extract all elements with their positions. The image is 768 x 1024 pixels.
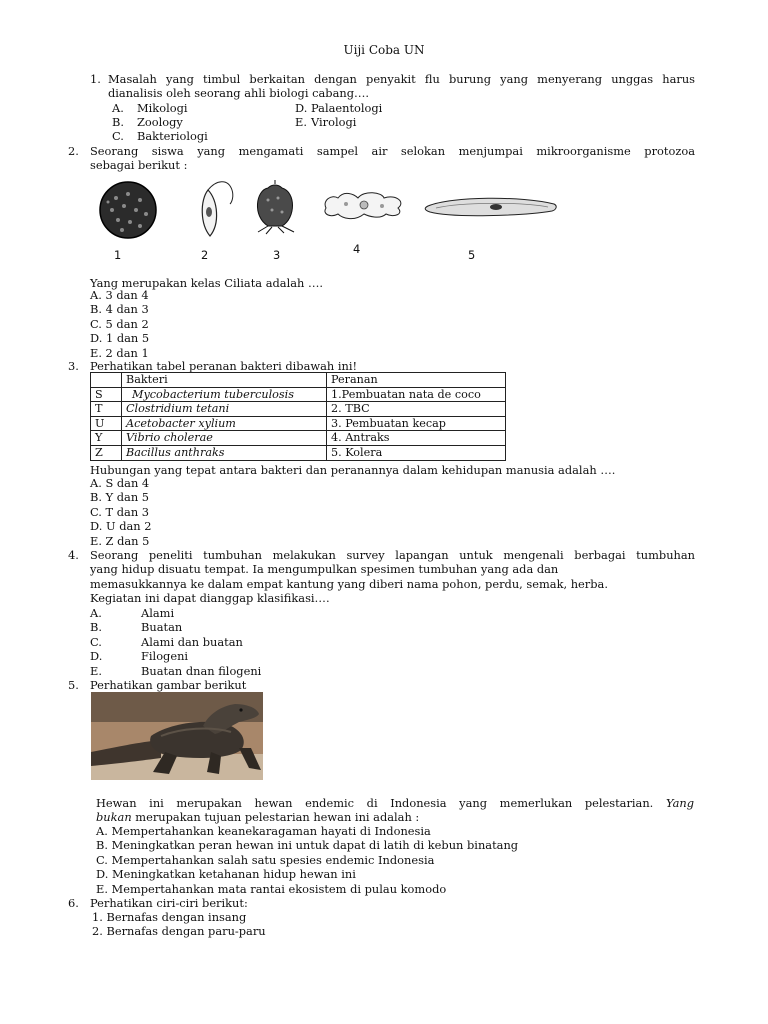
table-row: [91, 445, 506, 460]
q5-option-c: C. Mempertahankan salah satu spesies endemic Indonesia: [96, 852, 435, 867]
q1-text-line2: dianalisis oleh seorang ahli biologi cabang….: [108, 86, 369, 100]
q4-text-line3: memasukkannya ke dalam empat kantung yang diberi nama pohon, perdu, semak, herba.: [90, 576, 608, 591]
table-cell-role: 4. Antraks: [327, 431, 506, 446]
q1-option-b: Zoology: [137, 115, 183, 129]
q4-option-d: Filogeni: [141, 649, 189, 664]
q1-option-c: Bakteriologi: [137, 129, 208, 143]
table-cell-bacteria: Mycobacterium tuberculosis: [122, 387, 327, 402]
q2-text-line2: sebagai berikut :: [90, 158, 188, 172]
table-cell-role: 1.Pembuatan nata de coco: [327, 387, 506, 402]
table-header-row: [91, 373, 506, 388]
figure-label-4: 4: [353, 242, 361, 256]
table-cell-role: 3. Pembuatan kecap: [327, 416, 506, 431]
q2-number: 2.: [68, 144, 79, 158]
q6-item-2: 2. Bernafas dengan paru-paru: [92, 924, 266, 939]
q4-text-line1: Seorang peneliti tumbuhan melakukan survey lapangan untuk mengenali berbagai tumbuhan: [90, 548, 695, 562]
q1-option-e-key: E.: [295, 115, 307, 129]
figure-label-3: 3: [273, 248, 281, 262]
q2-option-c: C. 5 dan 2: [90, 316, 149, 331]
q1-option-a-key: A.: [112, 101, 124, 115]
table-cell-role: 5. Kolera: [327, 445, 506, 460]
protozoa-2-image: [202, 182, 233, 236]
q4-option-c: Alami dan buatan: [141, 634, 243, 649]
table-cell-code: S: [91, 387, 122, 402]
q2-options: [90, 288, 149, 360]
q4-option-a-key: A.: [90, 606, 102, 620]
figure-label-1: 1: [114, 248, 122, 262]
q2-option-d: D. 1 dan 5: [90, 331, 150, 346]
table-cell-bacteria: Vibrio cholerae: [122, 431, 327, 446]
q3-option-d: D. U dan 2: [90, 519, 152, 534]
q3-intro: Perhatikan tabel peranan bakteri dibawah ini!: [90, 359, 358, 373]
q3-question: Hubungan yang tepat antara bakteri dan peranannya dalam kehidupan manusia adalah ….: [90, 463, 616, 477]
q2-text-line1: Seorang siswa yang mengamati sampel air selokan menjumpai mikroorganisme protozoa: [90, 144, 695, 158]
q4-option-keys: [90, 606, 102, 678]
table-row: [91, 416, 506, 431]
table-header-cell: [91, 373, 122, 388]
q2-option-a: A. 3 dan 4: [90, 288, 149, 302]
q1-option-b-key: B.: [112, 115, 124, 129]
q3-options: [90, 476, 151, 548]
q6-intro: Perhatikan ciri-ciri berikut:: [90, 896, 248, 910]
protozoa-5-image: [425, 198, 556, 215]
q4-text-line2: yang hidup disuatu tempat. Ia mengumpulkan spesimen tumbuhan yang ada dan: [90, 562, 559, 577]
q1-option-d: Palaentologi: [311, 101, 383, 115]
q1-option-e: Virologi: [311, 115, 357, 129]
q6-item-1: 1. Bernafas dengan insang: [92, 910, 247, 924]
table-row: [91, 402, 506, 417]
table-cell-code: U: [91, 416, 122, 431]
q4-option-e-key: E.: [90, 663, 102, 678]
q3-option-c: C. T dan 3: [90, 504, 150, 519]
figure-label-5: 5: [468, 248, 476, 262]
q4-number: 4.: [68, 548, 79, 562]
figure-label-2: 2: [201, 248, 209, 262]
q5-text-part1: Hewan ini merupakan hewan endemic di Indonesia yang memerlukan pelestarian.: [96, 796, 654, 810]
q4-option-b: Buatan: [141, 620, 183, 635]
q3-number: 3.: [68, 359, 79, 373]
q3-option-a: A. S dan 4: [90, 476, 150, 490]
bacteria-table: [90, 372, 506, 461]
protozoa-3-image: [257, 180, 294, 234]
q5-options: [96, 824, 518, 896]
protozoa-figure: [92, 180, 572, 264]
q1-text-line1: Masalah yang timbul berkaitan dengan penyakit flu burung yang menyerang unggas harus: [108, 72, 695, 86]
table-header-cell: Bakteri: [122, 373, 327, 388]
table-cell-bacteria: Bacillus anthraks: [122, 445, 327, 460]
table-row: [91, 387, 506, 402]
q1-option-a: Mikologi: [137, 101, 188, 115]
q4-option-b-key: B.: [90, 620, 102, 635]
q4-text: [90, 548, 695, 606]
table-header-cell: Peranan: [327, 373, 506, 388]
q5-text-italic-bukan: bukan: [96, 810, 132, 824]
q5-text-line1: [96, 796, 694, 810]
q2-option-b: B. 4 dan 3: [90, 302, 149, 317]
q5-number: 5.: [68, 678, 79, 692]
komodo-dragon-image: [91, 692, 263, 780]
protozoa-4-image: [325, 193, 401, 219]
q1-option-d-key: D.: [295, 101, 308, 115]
page-title: Uiji Coba UN: [343, 43, 425, 57]
q5-text-line2: [96, 810, 419, 825]
table-cell-bacteria: Acetobacter xylium: [122, 416, 327, 431]
q4-option-a: Alami: [141, 606, 175, 620]
q5-text-italic-yang: Yang: [665, 796, 695, 810]
q5-text-part2: merupakan tujuan pelestarian hewan ini adalah :: [135, 810, 420, 824]
table-row: [91, 431, 506, 446]
q6-items: [92, 910, 266, 939]
q1-option-c-key: C.: [112, 129, 124, 143]
table-cell-code: Y: [91, 431, 122, 446]
q4-text-line4: Kegiatan ini dapat dianggap klasifikasi….: [90, 591, 330, 606]
q3-option-e: E. Z dan 5: [90, 533, 150, 548]
q6-number: 6.: [68, 896, 79, 910]
protozoa-1-image: [100, 182, 156, 238]
q2-option-e: E. 2 dan 1: [90, 345, 149, 360]
table-cell-bacteria: Clostridium tetani: [122, 402, 327, 417]
table-cell-code: T: [91, 402, 122, 417]
q4-option-e: Buatan dnan filogeni: [141, 663, 262, 678]
q4-option-texts: [141, 606, 261, 678]
q5-option-b: B. Meningkatkan peran hewan ini untuk dapat di latih di kebun binatang: [96, 838, 519, 853]
q4-option-c-key: C.: [90, 634, 102, 649]
q5-intro: Perhatikan gambar berikut: [90, 678, 247, 692]
q3-option-b: B. Y dan 5: [90, 490, 150, 505]
table-cell-code: Z: [91, 445, 122, 460]
q2-question: Yang merupakan kelas Ciliata adalah ….: [90, 276, 323, 290]
q4-option-d-key: D.: [90, 649, 103, 664]
table-cell-role: 2. TBC: [327, 402, 506, 417]
q5-option-e: E. Mempertahankan mata rantai ekosistem di pulau komodo: [96, 881, 447, 896]
q1-number: 1.: [90, 72, 101, 86]
q5-option-d: D. Meningkatkan ketahanan hidup hewan ini: [96, 867, 356, 882]
q5-option-a: A. Mempertahankan keanekaragaman hayati di Indonesia: [96, 824, 431, 838]
